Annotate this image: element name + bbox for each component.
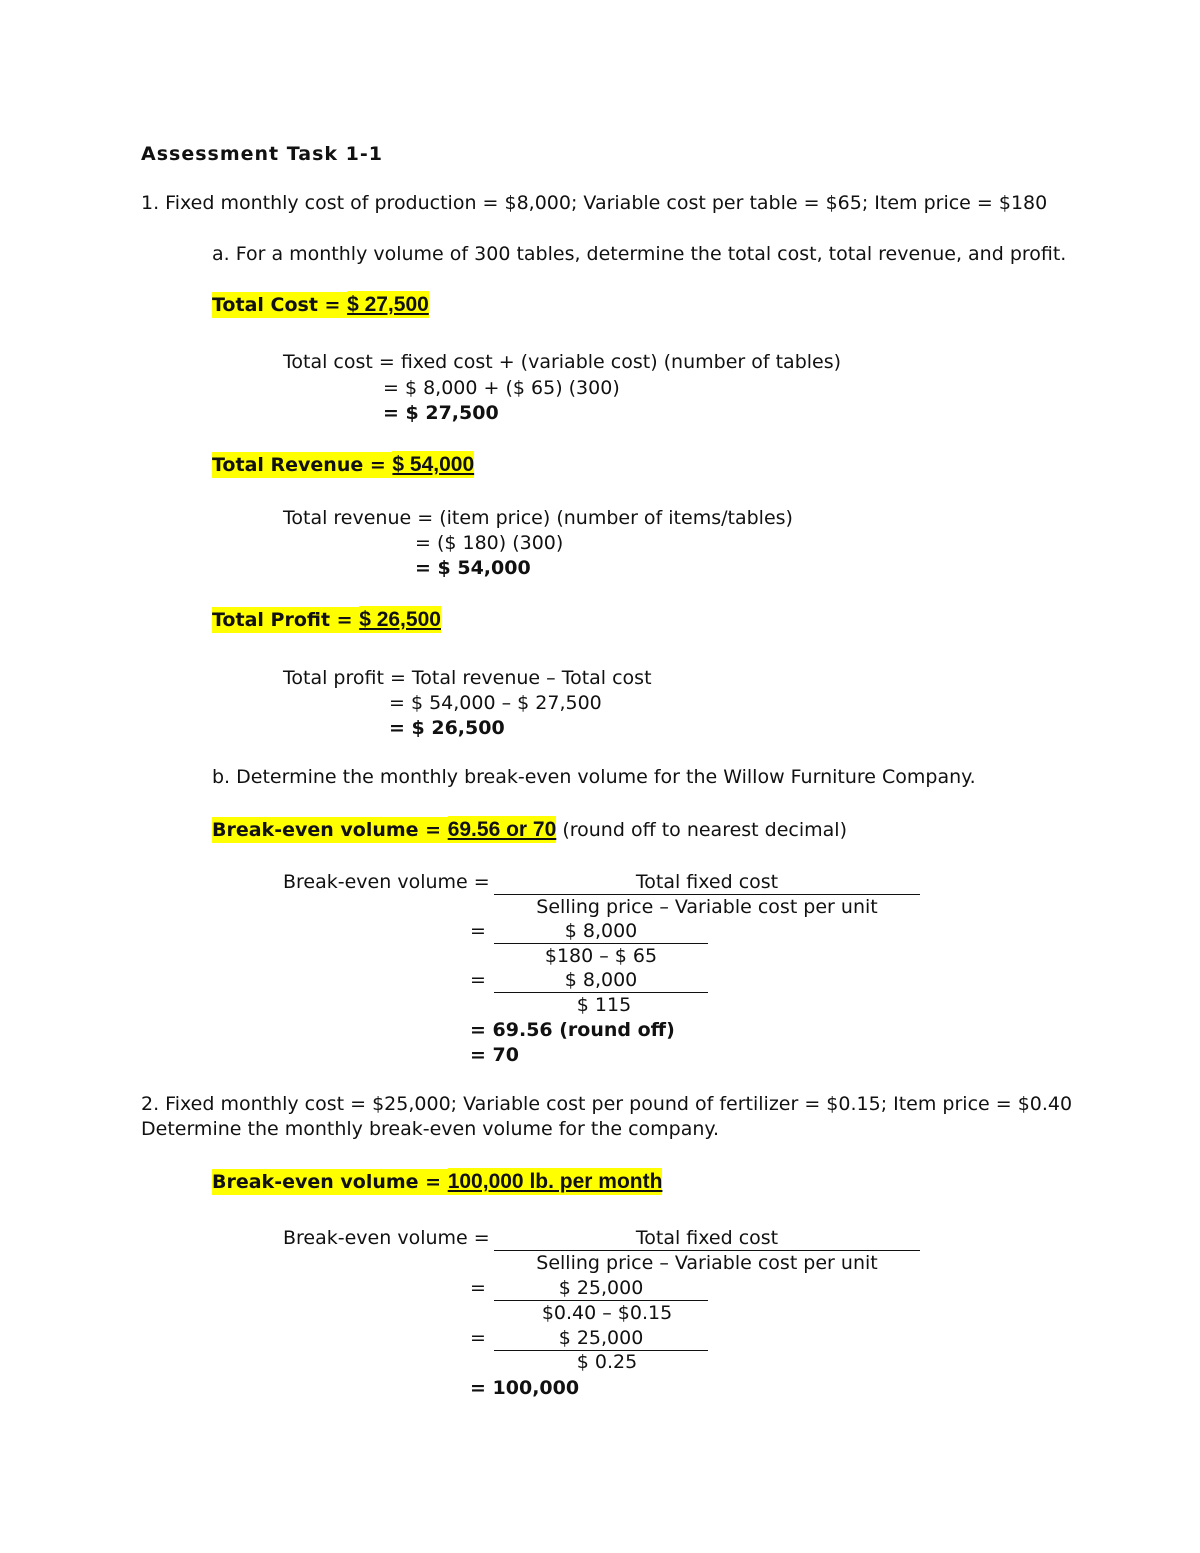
step2-denominator-1: $ 115 <box>576 994 632 1016</box>
break-even-label-2: Break-even volume = <box>212 1171 448 1193</box>
total-profit-value: $ 26,500 <box>359 608 441 631</box>
break-even-result-1b: = 70 <box>470 1044 519 1066</box>
fraction-numerator: $ 8,000 <box>494 968 708 993</box>
fraction-numerator: Total fixed cost <box>494 1226 920 1251</box>
break-even-denominator-1: Selling price – Variable cost per unit <box>536 896 878 918</box>
eq-sign: = <box>470 920 486 942</box>
total-profit-substitution: = $ 54,000 – $ 27,500 <box>389 692 602 714</box>
fraction-numerator: $ 25,000 <box>494 1326 708 1351</box>
break-even-formula-label-1: Break-even volume = <box>283 871 490 893</box>
break-even-result-2: = 100,000 <box>470 1377 580 1399</box>
eq-sign: = <box>470 969 486 991</box>
total-revenue-substitution: = ($ 180) (300) <box>415 532 564 554</box>
break-even-label-1: Break-even volume = <box>212 819 448 841</box>
total-revenue-value: $ 54,000 <box>392 453 475 476</box>
total-cost-result: = $ 27,500 <box>383 402 499 424</box>
total-cost-label: Total Cost = <box>212 294 348 316</box>
total-profit-result: = $ 26,500 <box>389 717 505 739</box>
break-even-heading-1 <box>212 818 847 842</box>
total-revenue-result: = $ 54,000 <box>415 557 531 579</box>
step2-denominator-2: $ 0.25 <box>576 1351 638 1373</box>
q2-prompt-line-1: 2. Fixed monthly cost = $25,000; Variable cost per pound of fertilizer = $0.15; Item price = $0.40 <box>141 1093 1073 1115</box>
eq-sign: = <box>470 1277 486 1299</box>
q1-prompt: 1. Fixed monthly cost of production = $8,000; Variable cost per table = $65; Item price = $180 <box>141 192 1048 214</box>
fraction-numerator: Total fixed cost <box>494 870 920 895</box>
break-even-denominator-2: Selling price – Variable cost per unit <box>536 1252 878 1274</box>
total-profit-heading <box>212 608 441 632</box>
break-even-formula-label-2: Break-even volume = <box>283 1227 490 1249</box>
step1-numerator-2 <box>494 1276 708 1301</box>
total-profit-formula: Total profit = Total revenue – Total cost <box>283 667 652 689</box>
q2-prompt-line-2: Determine the monthly break-even volume for the company. <box>141 1118 720 1140</box>
step2-numerator-2 <box>494 1326 708 1351</box>
total-cost-formula: Total cost = fixed cost + (variable cost) (number of tables) <box>283 351 842 373</box>
total-cost-heading <box>212 293 429 317</box>
break-even-result-1a: = 69.56 (round off) <box>470 1019 675 1041</box>
step1-denominator-2: $0.40 – $0.15 <box>541 1302 673 1324</box>
total-revenue-formula: Total revenue = (item price) (number of items/tables) <box>283 507 793 529</box>
fraction-numerator: $ 25,000 <box>494 1276 708 1301</box>
q1-part-a: a. For a monthly volume of 300 tables, determine the total cost, total revenue, and profit. <box>212 243 1067 265</box>
total-revenue-heading <box>212 453 474 477</box>
total-revenue-label: Total Revenue = <box>212 454 393 476</box>
break-even-value-2: 100,000 lb. per month <box>447 1170 663 1193</box>
total-profit-label: Total Profit = <box>212 609 360 631</box>
step1-denominator-1: $180 – $ 65 <box>544 945 658 967</box>
break-even-numerator-2 <box>494 1226 920 1251</box>
total-cost-value: $ 27,500 <box>347 293 429 316</box>
eq-sign: = <box>470 1327 486 1349</box>
break-even-note-1: (round off to nearest decimal) <box>556 819 847 841</box>
step2-numerator-1 <box>494 968 708 993</box>
break-even-numerator-1 <box>494 870 920 895</box>
step1-numerator-1 <box>494 919 708 944</box>
break-even-heading-2 <box>212 1170 662 1194</box>
fraction-numerator: $ 8,000 <box>494 919 708 944</box>
total-cost-substitution: = $ 8,000 + ($ 65) (300) <box>383 377 620 399</box>
break-even-value-1: 69.56 or 70 <box>447 818 557 841</box>
q1-part-b: b. Determine the monthly break-even volume for the Willow Furniture Company. <box>212 766 976 788</box>
page-title: Assessment Task 1-1 <box>141 143 383 165</box>
